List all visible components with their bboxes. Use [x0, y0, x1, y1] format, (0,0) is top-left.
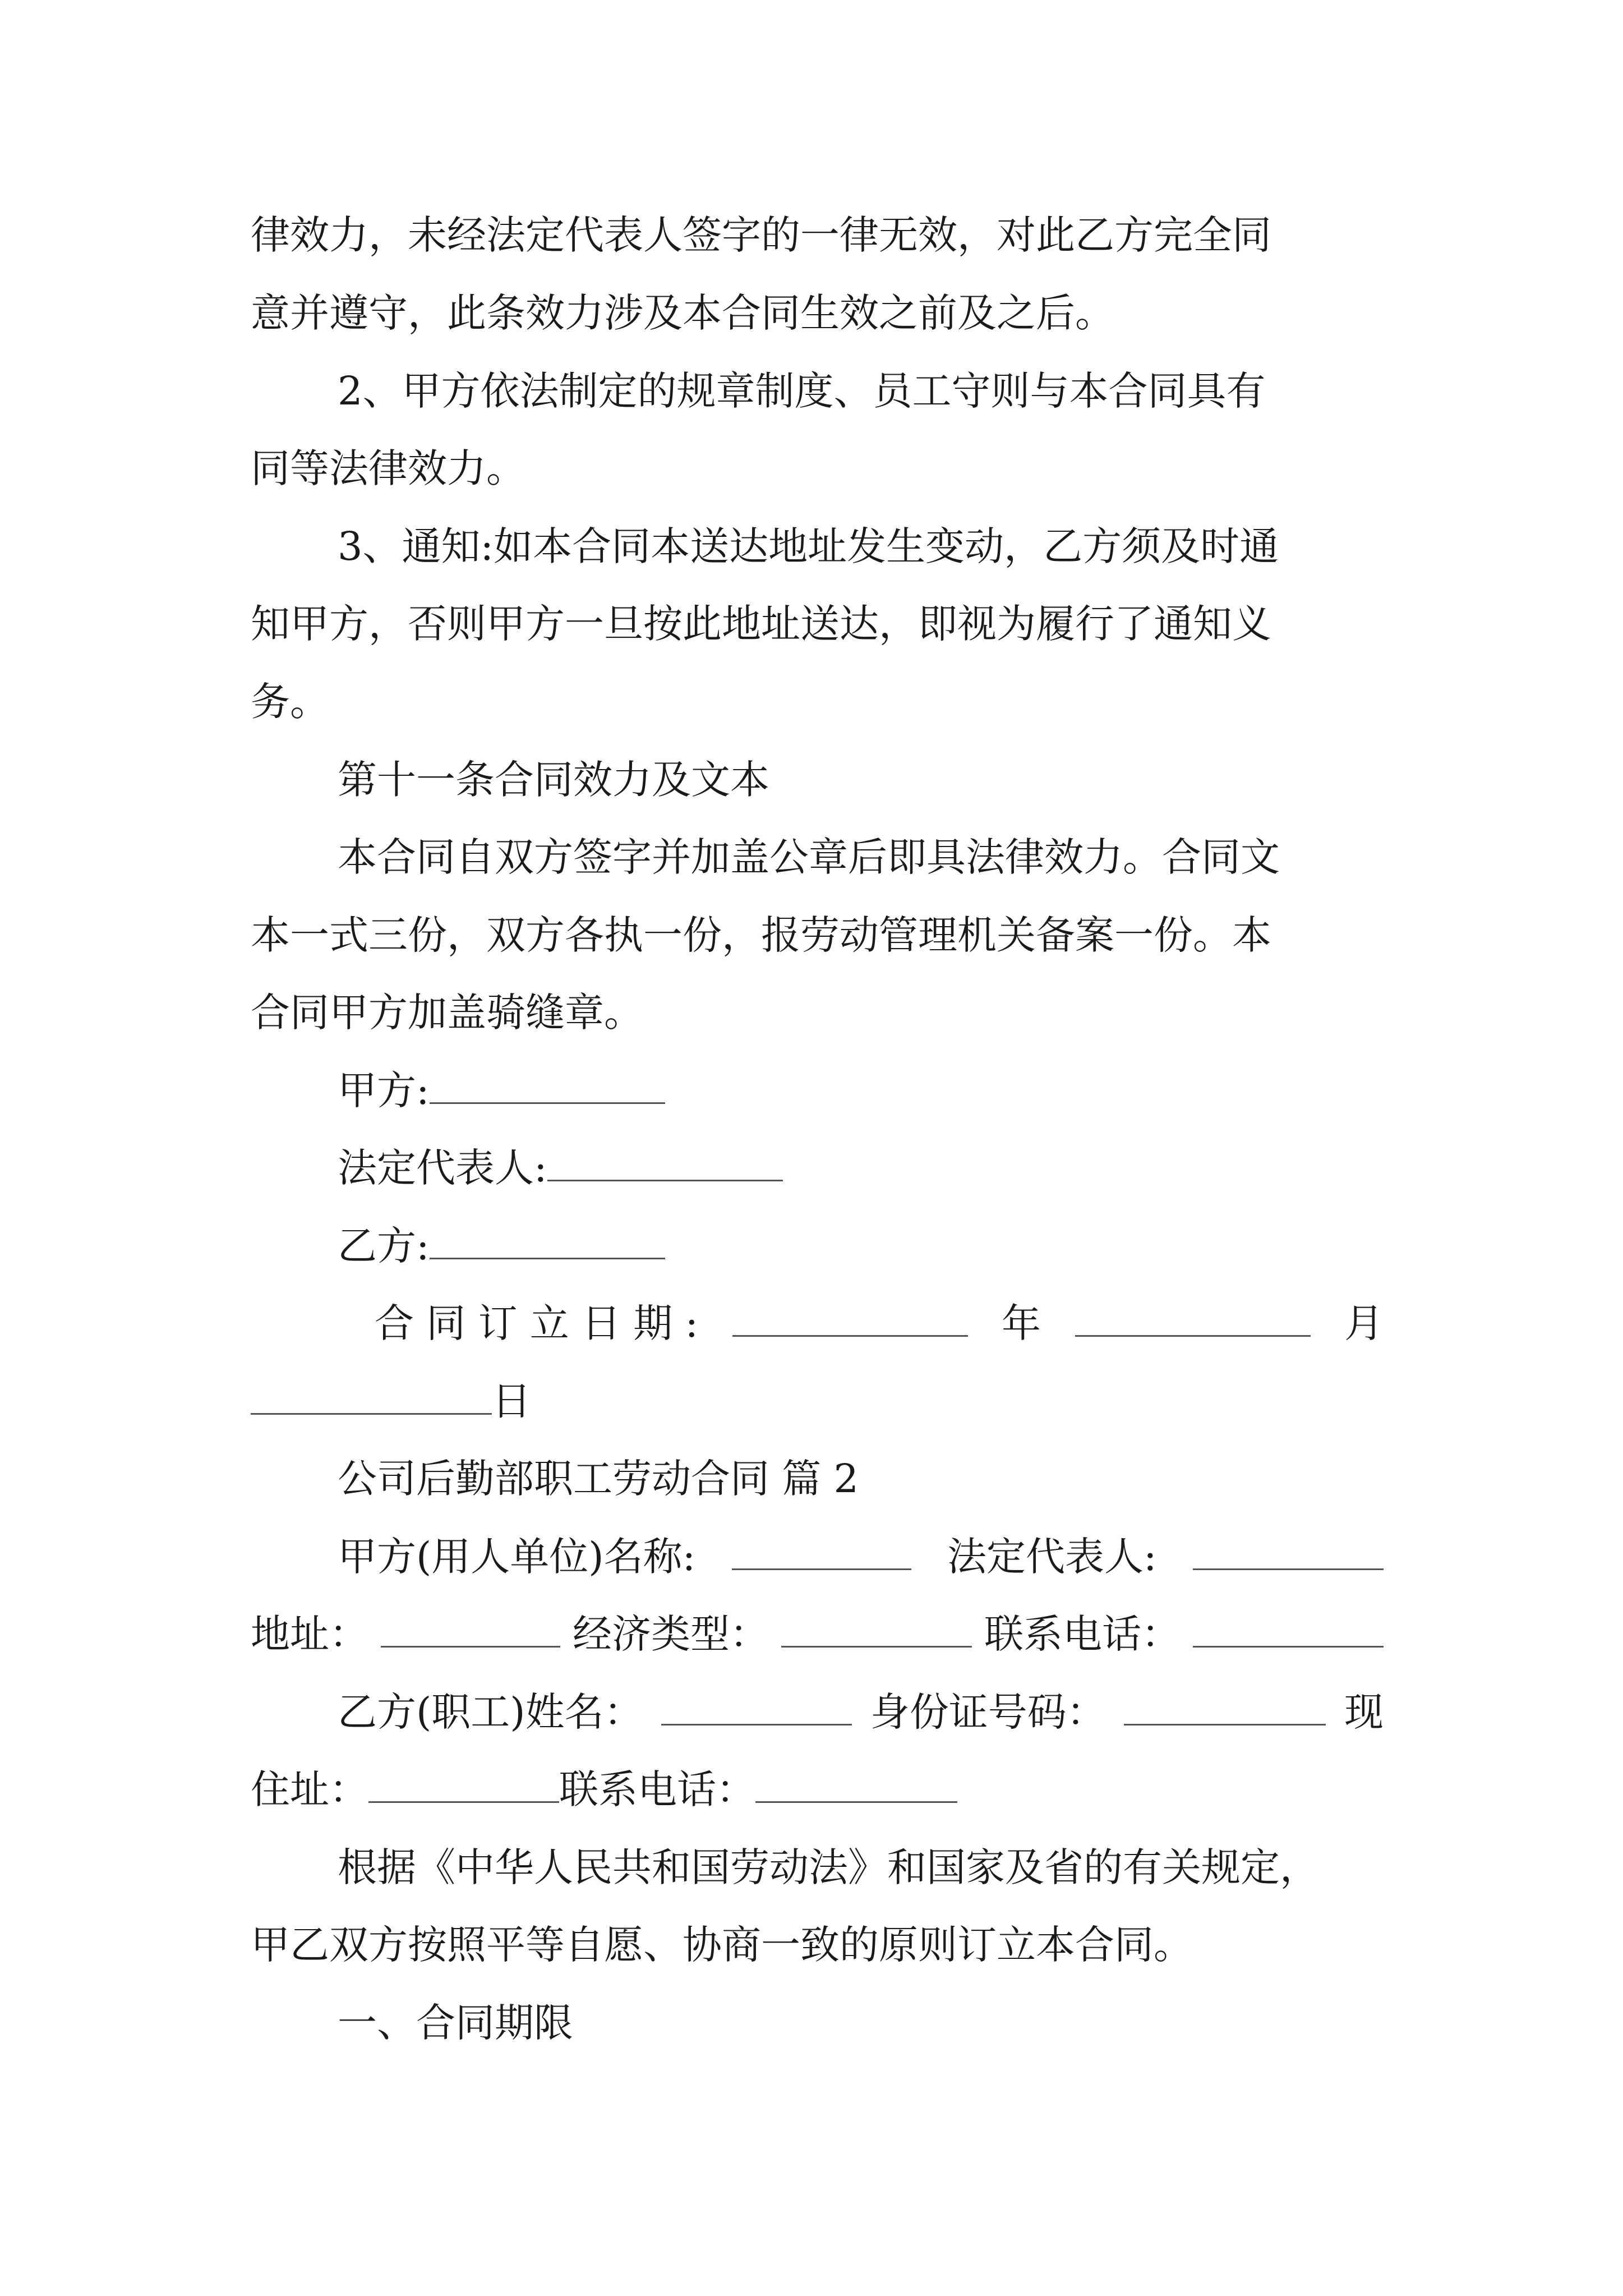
phone-blank[interactable] [1193, 1611, 1384, 1648]
party-a-label: 甲方: [338, 1068, 430, 1114]
month-blank[interactable] [1075, 1300, 1311, 1337]
text-line: 律效力，未经法定代表人签字的一律无效，对此乙方完全同 [251, 212, 1271, 258]
id-label: 身份证号码： [870, 1689, 1106, 1735]
day-label: 日 [492, 1378, 531, 1424]
signature-legal-rep [338, 1143, 1384, 1193]
employee-name-label: 乙方(职工)姓名： [338, 1689, 643, 1735]
text-line: 意并遵守，此条效力涉及本合同生效之前及之后。 [251, 290, 1114, 336]
signature-party-b [338, 1221, 1384, 1271]
residence-label: 住址： [251, 1766, 368, 1812]
employer-row [338, 1531, 1384, 1582]
text-line: 甲乙双方按照平等自愿、协商一致的原则订立本合同。 [251, 1922, 1193, 1968]
phone-label: 联系电话： [984, 1611, 1181, 1657]
text-line: 知甲方，否则甲方一旦按此地址送达，即视为履行了通知义 [251, 601, 1271, 647]
employer-rep-label: 法定代表人: [947, 1534, 1157, 1580]
article-heading: 第十一条合同效力及文本 [338, 757, 769, 803]
id-blank[interactable] [1124, 1689, 1326, 1726]
month-label: 月 [1344, 1300, 1384, 1346]
employer-name-blank[interactable] [732, 1534, 911, 1570]
employee-row [338, 1687, 1384, 1737]
employee-name-blank[interactable] [661, 1689, 852, 1726]
econ-type-label: 经济类型： [573, 1611, 769, 1657]
section-title: 公司后勤部职工劳动合同 篇 2 [338, 1456, 859, 1502]
party-b-blank[interactable] [430, 1223, 665, 1259]
legal-rep-blank[interactable] [547, 1145, 783, 1181]
text-line: 3、通知:如本合同本送达地址发生变动，乙方须及时通 [338, 523, 1279, 569]
year-blank[interactable] [732, 1300, 968, 1337]
year-label: 年 [1002, 1300, 1041, 1346]
phone2-label: 联系电话： [559, 1766, 755, 1812]
signature-party-a [338, 1065, 1384, 1116]
employer-rep-blank[interactable] [1193, 1534, 1384, 1570]
text-line: 根据《中华人民共和国劳动法》和国家及省的有关规定， [338, 1844, 1319, 1890]
text-line: 2、甲方依法制定的规章制度、员工守则与本合同具有 [338, 368, 1266, 414]
text-line: 本合同自双方签字并加盖公章后即具法律效力。合同文 [338, 834, 1280, 880]
address-row [251, 1609, 1384, 1659]
employer-name-label: 甲方(用人单位)名称: [338, 1534, 696, 1580]
date-label: 合 同 订 立 日 期 : [375, 1300, 699, 1346]
address-blank[interactable] [381, 1611, 560, 1648]
phone2-blank[interactable] [755, 1766, 957, 1803]
party-a-blank[interactable] [430, 1068, 665, 1104]
current-label: 现 [1344, 1689, 1384, 1735]
address-label: 地址： [251, 1611, 368, 1657]
text-line: 务。 [251, 679, 329, 725]
text-line: 本一式三份，双方各执一份，报劳动管理机关备案一份。本 [251, 912, 1271, 958]
legal-rep-label: 法定代表人: [338, 1145, 547, 1191]
residence-row [251, 1764, 1384, 1815]
clause-heading: 一、合同期限 [338, 2000, 573, 2046]
contract-date-row [375, 1298, 1384, 1349]
text-line: 合同甲方加盖骑缝章。 [251, 990, 643, 1036]
text-line: 同等法律效力。 [251, 445, 525, 491]
day-blank[interactable] [251, 1378, 492, 1415]
contract-date-day-row [251, 1376, 1384, 1427]
econ-type-blank[interactable] [781, 1611, 972, 1648]
residence-blank[interactable] [368, 1766, 559, 1803]
party-b-label: 乙方: [338, 1223, 430, 1269]
